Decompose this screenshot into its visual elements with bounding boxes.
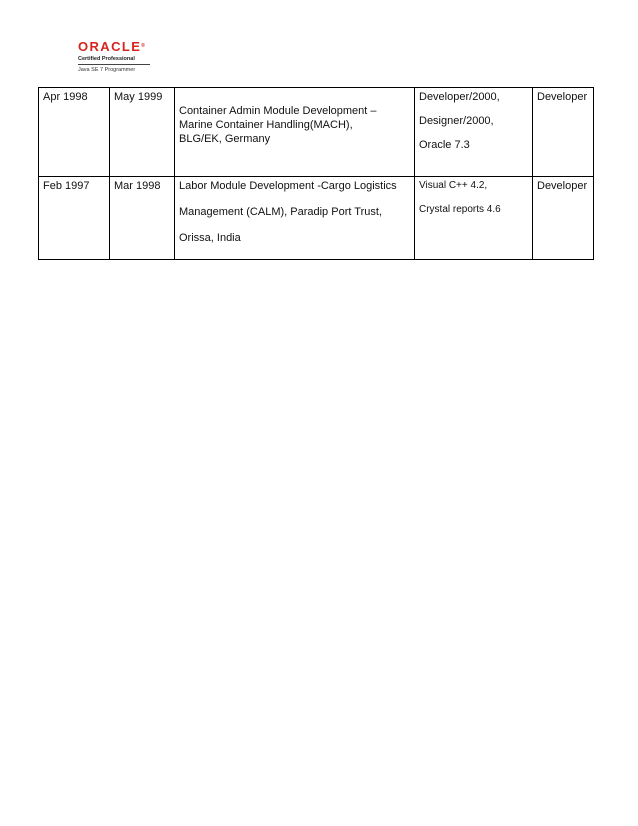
environment-cell xyxy=(415,88,533,177)
logo-divider xyxy=(78,64,150,65)
experience-table xyxy=(38,87,594,260)
start-date-cell: Feb 1997 xyxy=(39,177,110,260)
environment-item: Developer/2000, xyxy=(419,91,500,103)
project-line: Management (CALM), Paradip Port Trust, xyxy=(179,206,382,218)
start-date-cell: Apr 1998 xyxy=(39,88,110,177)
end-date-cell: Mar 1998 xyxy=(110,177,175,260)
project-cell xyxy=(175,88,415,177)
environment-item: Oracle 7.3 xyxy=(419,139,470,151)
oracle-wordmark: ORACLE® xyxy=(78,39,145,54)
project-line: Orissa, India xyxy=(179,232,241,244)
environment-item: Crystal reports 4.6 xyxy=(419,204,501,215)
environment-cell xyxy=(415,177,533,260)
project-line: Marine Container Handling(MACH), xyxy=(179,119,353,131)
certification-title: Certified Professional xyxy=(78,56,135,62)
end-date-cell: May 1999 xyxy=(110,88,175,177)
project-cell xyxy=(175,177,415,260)
oracle-certified-logo xyxy=(78,40,153,73)
environment-item: Visual C++ 4.2, xyxy=(419,180,488,191)
table-row xyxy=(39,88,594,177)
environment-item: Designer/2000, xyxy=(419,115,494,127)
role-cell: Developer xyxy=(533,88,594,177)
project-description xyxy=(179,90,410,146)
project-line: Container Admin Module Development – xyxy=(179,105,377,117)
certification-subtitle: Java SE 7 Programmer xyxy=(78,67,136,73)
role-cell: Developer xyxy=(533,177,594,260)
registered-mark: ® xyxy=(141,43,145,49)
project-line: BLG/EK, Germany xyxy=(179,133,271,145)
table-row xyxy=(39,177,594,260)
project-line: Labor Module Development -Cargo Logistics xyxy=(179,180,397,192)
